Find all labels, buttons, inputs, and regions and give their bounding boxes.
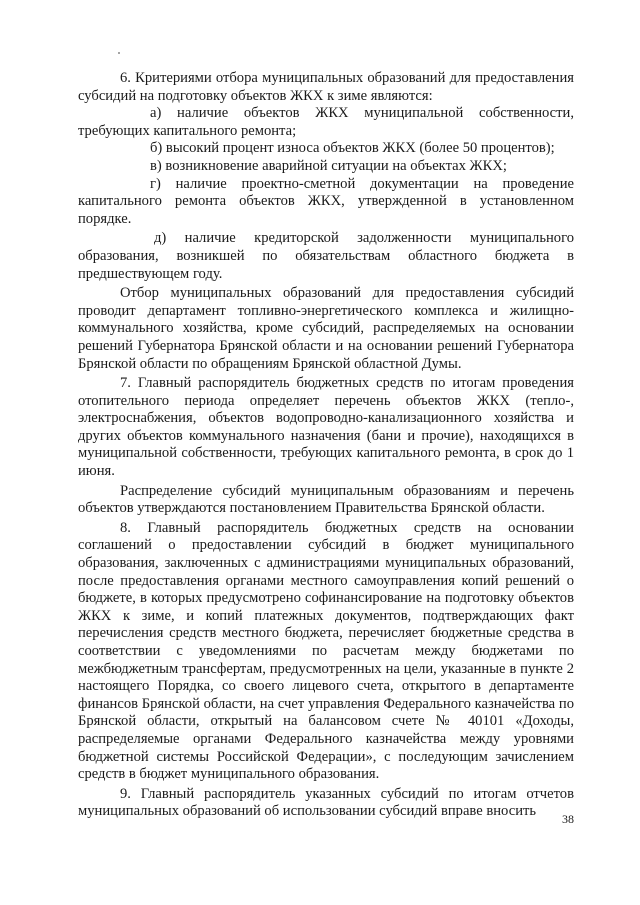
criterion-c: в) возникновение аварийной ситуации на объектах ЖКХ; bbox=[150, 157, 507, 174]
document-body bbox=[78, 70, 574, 821]
scan-speck bbox=[118, 52, 120, 54]
paragraph-6: 6. Критериями отбора муниципальных образований для предоставления субсидий на подготовку объектов ЖКХ к зиме являются: bbox=[78, 70, 574, 104]
paragraph-9: 9. Главный распорядитель указанных субсидий по итогам отчетов муниципальных образований об использовании субсидий вправе вносить bbox=[78, 785, 574, 820]
paragraph-7: 7. Главный распорядитель бюджетных средств по итогам проведения отопительного периода определяет перечень объектов ЖКХ (тепло-, электроснабжения, объектов водопроводно-канализационного хозяйства и других объектов коммунального назначения (бани и прочие), находящихся в муниципальной собственности, требующих капитального ремонта, в срок до 1 июня. bbox=[78, 375, 574, 480]
paragraph-8: 8. Главный распорядитель бюджетных средств на основании соглашений о предоставлении субсидий в бюджет муниципального образования, заключенных с администрациями муниципальных образований, после предоставления органами местного самоуправления копий решений о бюджете, в которых предусмотрено софинансирование на подготовку объектов ЖКХ к зиме, и копий платежных документов, подтверждающих факт перечисления средств местного бюджета, перечисляет бюджетные средства в соответствии с уведомлениями по расчетам между бюджетами по межбюджетным трансфертам, предусмотренных на цели, указанные в пункте 2 настоящего Порядка, со своего лицевого счета, открытого в департаменте финансов Брянской области, на счет управления Федерального казначейства по Брянской области, открытый на балансовом счете № 40101 «Доходы, распределяемые органами Федерального казначейства между уровнями бюджетной системы Российской Федерации», с последующим зачислением средств в бюджет муниципального образования. bbox=[78, 519, 574, 783]
criterion-a: а) наличие объектов ЖКХ муниципальной собственности, требующих капитального ремонта; bbox=[78, 105, 574, 139]
criterion-b: б) высокий процент износа объектов ЖКХ (более 50 процентов); bbox=[150, 140, 555, 157]
criterion-e: д) наличие кредиторской задолженности муниципального образования, возникшей по обязательствам областного бюджета в предшествующем году. bbox=[78, 230, 574, 282]
criterion-d: г) наличие проектно-сметной документации на проведение капитального ремонта объектов ЖКХ, утвержденной в установленном порядке. bbox=[78, 175, 574, 227]
paragraph-selection: Отбор муниципальных образований для предоставления субсидий проводит департамент топливно-энергетического комплекса и жилищно-коммунального хозяйства, кроме субсидий, распределяемых на основании решений Губернатора Брянской области и на основании решений Губернатора Брянской области по обращениям Брянской областной Думы. bbox=[78, 285, 574, 372]
page-number: 38 bbox=[562, 812, 574, 826]
paragraph-distribution: Распределение субсидий муниципальным образованиям и перечень объектов утверждаются постановлением Правительства Брянской области. bbox=[78, 482, 574, 517]
